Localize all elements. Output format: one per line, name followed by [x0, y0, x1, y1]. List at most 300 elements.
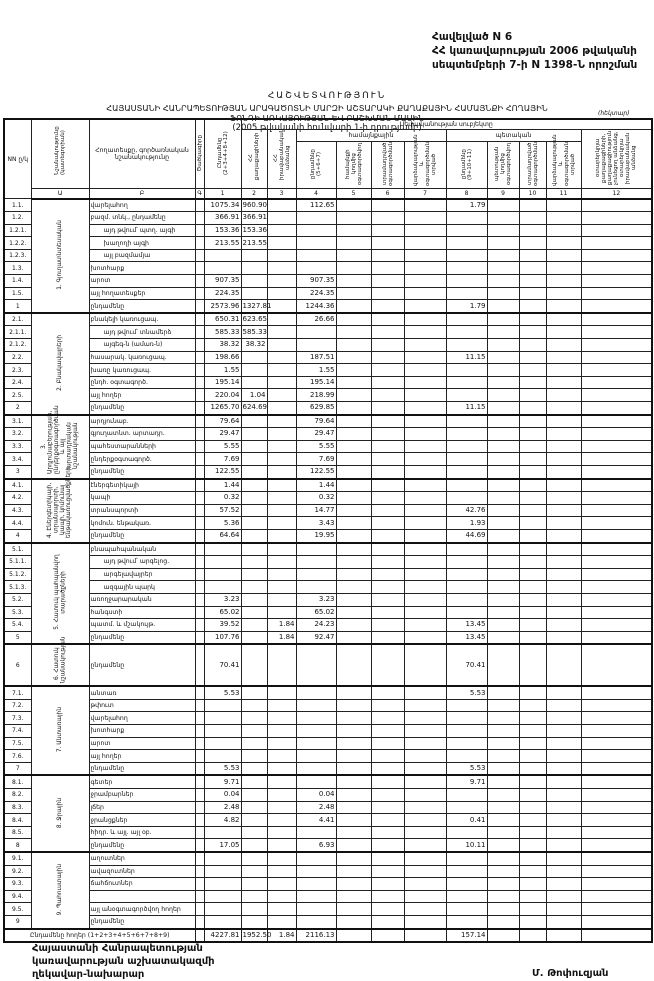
value-cell-col-5 [336, 262, 371, 275]
footer-line-1: Հայաստանի Հանրապետության [32, 943, 203, 954]
value-cell-col-4 [296, 725, 336, 738]
land-type-label: այդ թվում՝ արգելոց. [89, 556, 195, 569]
value-cell-col-2 [241, 517, 267, 530]
land-type-label: բնակելի կառուցապ. [89, 313, 195, 326]
value-cell-col-11 [546, 529, 581, 542]
value-cell-col-11 [546, 339, 581, 352]
value-cell-col-9 [487, 504, 519, 517]
value-cell-col-6 [371, 762, 404, 775]
value-cell-col-4 [296, 903, 336, 916]
value-cell-col-8 [446, 725, 487, 738]
land-type-label: ընդամենը [89, 529, 195, 542]
value-cell-col-11 [546, 826, 581, 839]
value-cell-col-8: 13.45 [446, 631, 487, 644]
value-cell-col-11 [546, 865, 581, 878]
value-cell-col-8 [446, 556, 487, 569]
annex-line-3: սեպտեմբերի 7-ի N 1398-Ն որոշման [432, 59, 638, 71]
value-cell-col-5 [336, 890, 371, 903]
value-cell-col-1 [204, 915, 241, 928]
row-number: 2.4. [4, 376, 31, 389]
row-number: 3.4. [4, 453, 31, 466]
value-cell-col-2 [241, 364, 267, 377]
value-cell-col-1: 585.33 [204, 326, 241, 339]
land-type-label: բազմ. տնկ., ընդամենը [89, 212, 195, 225]
row-number: 7.6. [4, 750, 31, 763]
grand-total-col-1: 4227.81 [204, 929, 241, 943]
value-cell-col-9 [487, 517, 519, 530]
value-cell-col-8 [446, 212, 487, 225]
value-cell-col-8 [446, 789, 487, 802]
grand-total-col-2: 1952.50 [241, 929, 267, 943]
value-cell-col-5 [336, 237, 371, 250]
value-cell-col-9 [487, 865, 519, 878]
value-cell-col-4 [296, 762, 336, 775]
value-cell-col-5 [336, 915, 371, 928]
value-cell-col-4 [296, 326, 336, 339]
code-cell [195, 915, 204, 928]
value-cell-col-5 [336, 762, 371, 775]
value-cell-col-6 [371, 839, 404, 852]
value-cell-col-11 [546, 287, 581, 300]
value-cell-col-12 [581, 275, 652, 288]
value-cell-col-11 [546, 440, 581, 453]
total-row [4, 465, 652, 478]
row-number: 3.3. [4, 440, 31, 453]
value-cell-col-2 [241, 543, 267, 556]
land-type-label: ճահճուտներ [89, 878, 195, 891]
value-cell-col-11 [546, 556, 581, 569]
row-number: 5.1.2. [4, 568, 31, 581]
value-cell-col-6 [371, 389, 404, 402]
value-cell-col-6 [371, 300, 404, 313]
category-label: 8. Ջրային [56, 797, 63, 828]
table-row [4, 606, 652, 619]
value-cell-col-5 [336, 364, 371, 377]
value-cell-col-11 [546, 839, 581, 852]
value-cell-col-8 [446, 568, 487, 581]
value-cell-col-6 [371, 568, 404, 581]
value-cell-col-6 [371, 775, 404, 788]
value-cell-col-12 [581, 517, 652, 530]
row-number: 2 [4, 402, 31, 415]
value-cell-col-5 [336, 249, 371, 262]
value-cell-col-10 [519, 686, 546, 699]
code-cell [195, 725, 204, 738]
value-cell-col-3 [267, 865, 296, 878]
value-cell-col-10 [519, 725, 546, 738]
grand-total-col-8: 157.14 [446, 929, 487, 943]
value-cell-col-1: 1.44 [204, 479, 241, 492]
value-cell-col-2: 153.36 [241, 224, 267, 237]
land-type-label: անտառ [89, 686, 195, 699]
value-cell-col-9 [487, 415, 519, 428]
code-cell [195, 415, 204, 428]
value-cell-col-12 [581, 543, 652, 556]
value-cell-col-9 [487, 644, 519, 686]
value-cell-col-10 [519, 712, 546, 725]
value-cell-col-1 [204, 249, 241, 262]
value-cell-col-3 [267, 389, 296, 402]
row-number: 9.3. [4, 878, 31, 891]
value-cell-col-1: 5.53 [204, 762, 241, 775]
value-cell-col-8 [446, 699, 487, 712]
land-type-label: արդյունաբ. [89, 415, 195, 428]
land-type-label: բնապահպանական [89, 543, 195, 556]
code-cell [195, 929, 204, 943]
value-cell-col-5 [336, 275, 371, 288]
value-cell-col-2: 585.33 [241, 326, 267, 339]
total-row [4, 529, 652, 542]
value-cell-col-11 [546, 517, 581, 530]
header-state: պետական [446, 129, 581, 141]
value-cell-col-4: 79.64 [296, 415, 336, 428]
value-cell-col-9 [487, 199, 519, 212]
value-cell-col-8 [446, 453, 487, 466]
value-cell-col-12 [581, 415, 652, 428]
value-cell-col-1: 64.64 [204, 529, 241, 542]
value-cell-col-12 [581, 750, 652, 763]
value-cell-col-9 [487, 492, 519, 505]
header-code [195, 119, 204, 188]
value-cell-col-5 [336, 801, 371, 814]
value-cell-col-4 [296, 556, 336, 569]
value-cell-col-11 [546, 351, 581, 364]
value-cell-col-3 [267, 262, 296, 275]
value-cell-col-2 [241, 351, 267, 364]
value-cell-col-4: 26.66 [296, 313, 336, 326]
value-cell-col-12 [581, 199, 652, 212]
value-cell-col-4 [296, 237, 336, 250]
value-cell-col-10 [519, 376, 546, 389]
value-cell-col-12 [581, 492, 652, 505]
header-c10-text: տրամադրված օգտագործման [526, 141, 539, 186]
value-cell-col-8: 0.41 [446, 814, 487, 827]
value-cell-col-11 [546, 262, 581, 275]
code-cell [195, 249, 204, 262]
table-row [4, 262, 652, 275]
value-cell-col-3 [267, 376, 296, 389]
table-row [4, 568, 652, 581]
column-number: Բ [89, 188, 195, 199]
value-cell-col-2 [241, 492, 267, 505]
value-cell-col-7 [404, 465, 446, 478]
value-cell-col-10 [519, 504, 546, 517]
value-cell-col-1: 5.53 [204, 686, 241, 699]
value-cell-col-4: 629.85 [296, 402, 336, 415]
value-cell-col-3 [267, 479, 296, 492]
row-number: 5.3. [4, 606, 31, 619]
value-cell-col-3 [267, 249, 296, 262]
row-number: 2.1.2. [4, 339, 31, 352]
value-cell-col-1: 9.71 [204, 775, 241, 788]
title-line-1: ՀԱՅԱՍՏԱՆԻ ՀԱՆՐԱՊԵՏՈՒԹՅԱՆ ԱՐԱԳԱԾՈՏՆԻ ՄԱՐԶԻ ԱՇՏԱՐԱԿԻ ՔԱՂԱՔԱՅԻՆ ՀԱՄԱՅՆՔԻ ՀՈՂԱՅԻՆ [106, 103, 548, 113]
column-number: 5 [336, 188, 371, 199]
header-c10 [519, 141, 546, 188]
column-number: Ա [31, 188, 89, 199]
land-type-label: գյուղատնտ. արտադր. [89, 428, 195, 441]
total-row [4, 402, 652, 415]
value-cell-col-4: 92.47 [296, 631, 336, 644]
value-cell-col-7 [404, 712, 446, 725]
value-cell-col-2: 624.69 [241, 402, 267, 415]
value-cell-col-1: 70.41 [204, 644, 241, 686]
value-cell-col-5 [336, 826, 371, 839]
row-number: 9.4. [4, 890, 31, 903]
land-type-label: պահեստարանների [89, 440, 195, 453]
value-cell-col-8 [446, 593, 487, 606]
land-type-label: վարելահող [89, 712, 195, 725]
row-number: 4.1. [4, 479, 31, 492]
row-number: 3.1. [4, 415, 31, 428]
value-cell-col-4 [296, 890, 336, 903]
value-cell-col-6 [371, 415, 404, 428]
row-number: 6 [4, 644, 31, 686]
value-cell-col-12 [581, 865, 652, 878]
header-c5-text: համայնքի կողմից օգտագործվող [344, 142, 363, 185]
value-cell-col-5 [336, 593, 371, 606]
value-cell-col-12 [581, 262, 652, 275]
value-cell-col-10 [519, 249, 546, 262]
row-number: 1.2.1. [4, 224, 31, 237]
value-cell-col-3 [267, 699, 296, 712]
title-heading: ՀԱՇՎԵՏՎՈՒԹՅՈՒՆ [267, 91, 387, 101]
value-cell-col-1 [204, 712, 241, 725]
value-cell-col-10 [519, 287, 546, 300]
value-cell-col-4 [296, 262, 336, 275]
value-cell-col-3 [267, 313, 296, 326]
land-type-label: ջրանցքներ [89, 814, 195, 827]
table-row [4, 556, 652, 569]
value-cell-col-7 [404, 801, 446, 814]
value-cell-col-4: 122.55 [296, 465, 336, 478]
code-cell [195, 593, 204, 606]
value-cell-col-8 [446, 287, 487, 300]
row-number: 7.2. [4, 699, 31, 712]
value-cell-col-2 [241, 762, 267, 775]
column-number: 9 [487, 188, 519, 199]
value-cell-col-9 [487, 801, 519, 814]
value-cell-col-5 [336, 903, 371, 916]
value-cell-col-6 [371, 826, 404, 839]
value-cell-col-8 [446, 262, 487, 275]
table-row [4, 287, 652, 300]
row-number: 8.4. [4, 814, 31, 827]
value-cell-col-11 [546, 903, 581, 916]
code-cell [195, 465, 204, 478]
value-cell-col-7 [404, 326, 446, 339]
value-cell-col-6 [371, 801, 404, 814]
land-type-label: վարելահող [89, 199, 195, 212]
code-cell [195, 224, 204, 237]
value-cell-col-1: 153.36 [204, 224, 241, 237]
value-cell-col-11 [546, 543, 581, 556]
code-cell [195, 237, 204, 250]
value-cell-col-12 [581, 364, 652, 377]
code-cell [195, 801, 204, 814]
value-cell-col-1 [204, 865, 241, 878]
unit-label: (հեկտար) [598, 110, 630, 117]
value-cell-col-6 [371, 606, 404, 619]
row-number: 9.2. [4, 865, 31, 878]
value-cell-col-5 [336, 725, 371, 738]
value-cell-col-11 [546, 224, 581, 237]
value-cell-col-5 [336, 517, 371, 530]
value-cell-col-11 [546, 428, 581, 441]
value-cell-col-1: 122.55 [204, 465, 241, 478]
value-cell-col-5 [336, 712, 371, 725]
value-cell-col-8 [446, 326, 487, 339]
land-type-label: թփուտ [89, 699, 195, 712]
header-c4 [296, 141, 336, 188]
value-cell-col-5 [336, 389, 371, 402]
value-cell-col-4: 19.95 [296, 529, 336, 542]
value-cell-col-3 [267, 199, 296, 212]
value-cell-col-2: 1.04 [241, 389, 267, 402]
value-cell-col-11 [546, 593, 581, 606]
code-cell [195, 428, 204, 441]
value-cell-col-6 [371, 517, 404, 530]
value-cell-col-3: 1.84 [267, 619, 296, 632]
value-cell-col-9 [487, 789, 519, 802]
value-cell-col-6 [371, 326, 404, 339]
value-cell-col-5 [336, 339, 371, 352]
header-c11 [546, 133, 581, 188]
code-cell [195, 262, 204, 275]
value-cell-col-1 [204, 699, 241, 712]
value-cell-col-8: 10.11 [446, 839, 487, 852]
value-cell-col-5 [336, 556, 371, 569]
header-c11-text: վարձակալության և օգտագործման տրված [551, 133, 576, 186]
value-cell-col-2 [241, 712, 267, 725]
header-c8 [446, 141, 487, 188]
table-row [4, 326, 652, 339]
row-number: 5.4. [4, 619, 31, 632]
grand-total-col-11 [546, 929, 581, 943]
value-cell-col-10 [519, 762, 546, 775]
value-cell-col-3 [267, 364, 296, 377]
value-cell-col-3 [267, 903, 296, 916]
value-cell-col-8 [446, 712, 487, 725]
column-number: 4 [296, 188, 336, 199]
value-cell-col-4: 1.44 [296, 479, 336, 492]
value-cell-col-11 [546, 492, 581, 505]
value-cell-col-11 [546, 389, 581, 402]
value-cell-col-3 [267, 878, 296, 891]
value-cell-col-9 [487, 287, 519, 300]
table-row [4, 492, 652, 505]
code-cell [195, 351, 204, 364]
value-cell-col-6 [371, 351, 404, 364]
value-cell-col-12 [581, 712, 652, 725]
value-cell-col-1: 4.82 [204, 814, 241, 827]
header-c7-text: վարձակալության և օգտագործման տրված [413, 133, 437, 186]
land-type-label: այդ թվում՝ տնամերձ [89, 326, 195, 339]
total-row [4, 644, 652, 686]
value-cell-col-5 [336, 326, 371, 339]
grand-total-col-4: 2116.13 [296, 929, 336, 943]
code-cell [195, 712, 204, 725]
value-cell-col-12 [581, 762, 652, 775]
value-cell-col-5 [336, 300, 371, 313]
value-cell-col-6 [371, 619, 404, 632]
value-cell-col-8 [446, 801, 487, 814]
value-cell-col-3 [267, 581, 296, 594]
value-cell-col-2 [241, 750, 267, 763]
value-cell-col-9 [487, 376, 519, 389]
value-cell-col-12 [581, 789, 652, 802]
value-cell-col-4 [296, 852, 336, 865]
code-cell [195, 287, 204, 300]
value-cell-col-11 [546, 644, 581, 686]
value-cell-col-4: 7.69 [296, 453, 336, 466]
value-cell-col-6 [371, 262, 404, 275]
value-cell-col-12 [581, 915, 652, 928]
value-cell-col-2 [241, 725, 267, 738]
value-cell-col-6 [371, 725, 404, 738]
value-cell-col-12 [581, 737, 652, 750]
table-row [4, 479, 652, 492]
value-cell-col-3 [267, 606, 296, 619]
value-cell-col-2 [241, 465, 267, 478]
value-cell-col-6 [371, 644, 404, 686]
value-cell-col-2 [241, 814, 267, 827]
value-cell-col-11 [546, 852, 581, 865]
value-cell-col-12 [581, 568, 652, 581]
category-label: 6. Հատուկ նշանակության [53, 636, 66, 684]
category-cell [31, 404, 89, 479]
land-type-label: տրանսպորտի [89, 504, 195, 517]
row-number: 5.2. [4, 593, 31, 606]
row-number: 7.5. [4, 737, 31, 750]
value-cell-col-11 [546, 504, 581, 517]
table-row [4, 890, 652, 903]
value-cell-col-10 [519, 606, 546, 619]
land-type-label: ընդամենը [89, 839, 195, 852]
land-type-label: այգեգ-ն (ամառ-ն) [89, 339, 195, 352]
column-number: 11 [546, 188, 581, 199]
value-cell-col-2 [241, 878, 267, 891]
value-cell-col-3 [267, 453, 296, 466]
value-cell-col-9 [487, 568, 519, 581]
value-cell-col-5 [336, 737, 371, 750]
row-number: 2.1. [4, 313, 31, 326]
value-cell-col-10 [519, 890, 546, 903]
table-row [4, 440, 652, 453]
value-cell-col-10 [519, 529, 546, 542]
header-c6-text: տրամադրված օգտագործման [381, 141, 394, 186]
value-cell-col-2 [241, 606, 267, 619]
value-cell-col-3 [267, 686, 296, 699]
value-cell-col-2 [241, 428, 267, 441]
header-code-text: Ծածկագիրը [196, 134, 203, 171]
row-number: 1.5. [4, 287, 31, 300]
value-cell-col-6 [371, 593, 404, 606]
table-row [4, 428, 652, 441]
land-type-label: արոտ [89, 737, 195, 750]
table-row [4, 826, 652, 839]
value-cell-col-7 [404, 517, 446, 530]
value-cell-col-4: 907.35 [296, 275, 336, 288]
land-type-label: հասարակ. կառուցապ. [89, 351, 195, 364]
value-cell-col-12 [581, 593, 652, 606]
total-row [4, 839, 652, 852]
land-type-label: լճեր [89, 801, 195, 814]
value-cell-col-1: 907.35 [204, 275, 241, 288]
value-cell-col-5 [336, 814, 371, 827]
value-cell-col-9 [487, 915, 519, 928]
value-cell-col-1 [204, 556, 241, 569]
value-cell-col-1: 7.69 [204, 453, 241, 466]
